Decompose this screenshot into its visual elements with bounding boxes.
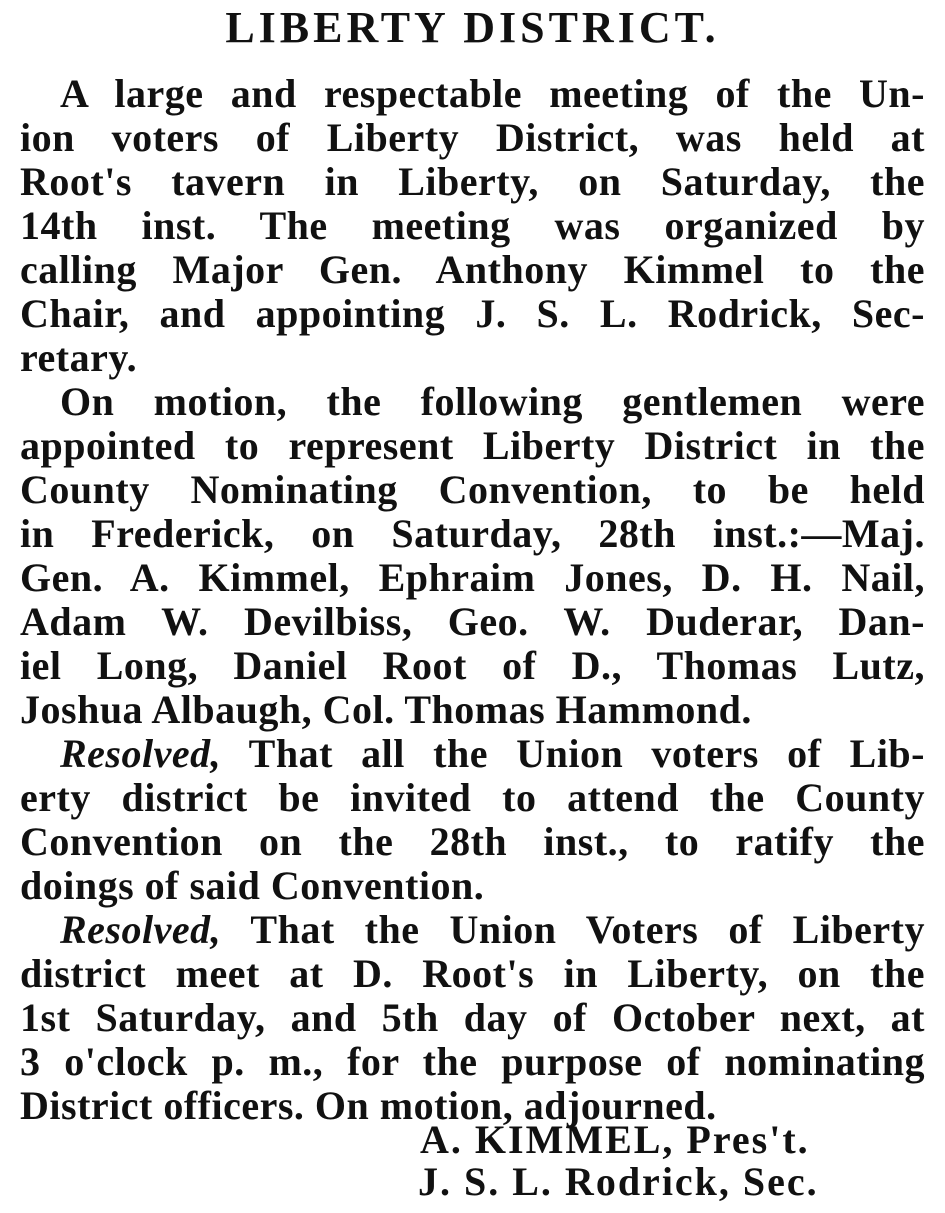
signature-secretary: J. S. L. Rodrick, Sec.	[418, 1159, 819, 1204]
resolution-2-line: District officers. On motion, adjourned.	[20, 1083, 717, 1128]
signature-president: A. KIMMEL, Pres't.	[420, 1117, 810, 1162]
resolution-2-line: 1st Saturday, and 5th day of October next, at	[20, 995, 925, 1040]
paragraph-2-line: Gen. A. Kimmel, Ephraim Jones, D. H. Nail,	[20, 555, 925, 600]
article-title: LIBERTY DISTRICT.	[225, 3, 720, 52]
resolution-2-lead: Resolved,	[60, 907, 222, 952]
paragraph-1-line: retary.	[20, 335, 138, 380]
paragraph-2-line: iel Long, Daniel Root of D., Thomas Lutz,	[20, 643, 925, 688]
paragraph-1-line: 14th inst. The meeting was organized by	[20, 203, 925, 248]
paragraph-1-line: calling Major Gen. Anthony Kimmel to the	[20, 247, 925, 292]
resolution-1-line: Convention on the 28th inst., to ratify the	[20, 819, 925, 864]
paragraph-2-line: in Frederick, on Saturday, 28th inst.:—Maj.	[20, 511, 925, 556]
paragraph-1-line: ion voters of Liberty District, was held at	[20, 115, 925, 160]
resolution-1-line: doings of said Convention.	[20, 863, 485, 908]
resolution-1-lead: Resolved,	[60, 731, 222, 776]
paragraph-2-line: appointed to represent Liberty District in the	[20, 423, 925, 468]
paragraph-1-line: Chair, and appointing J. S. L. Rodrick, Sec-	[20, 291, 925, 336]
resolution-1-text: That all the Union voters of Lib-	[248, 731, 926, 776]
resolution-1-line	[60, 731, 926, 776]
resolution-2-line	[60, 907, 925, 952]
resolution-2-line: 3 o'clock p. m., for the purpose of nominating	[20, 1039, 925, 1084]
resolution-2-text: That the Union Voters of Liberty	[250, 907, 925, 952]
paragraph-2-line: On motion, the following gentlemen were	[60, 379, 925, 424]
resolution-2-line: district meet at D. Root's in Liberty, on the	[20, 951, 925, 996]
paragraph-1-line: Root's tavern in Liberty, on Saturday, the	[20, 159, 925, 204]
paragraph-1-line: A large and respectable meeting of the Un-	[60, 71, 925, 116]
paragraph-2-line: County Nominating Convention, to be held	[20, 467, 925, 512]
resolution-1-line: erty district be invited to attend the County	[20, 775, 925, 820]
paragraph-2-line: Joshua Albaugh, Col. Thomas Hammond.	[20, 687, 752, 732]
paragraph-2-line: Adam W. Devilbiss, Geo. W. Duderar, Dan-	[20, 599, 925, 644]
